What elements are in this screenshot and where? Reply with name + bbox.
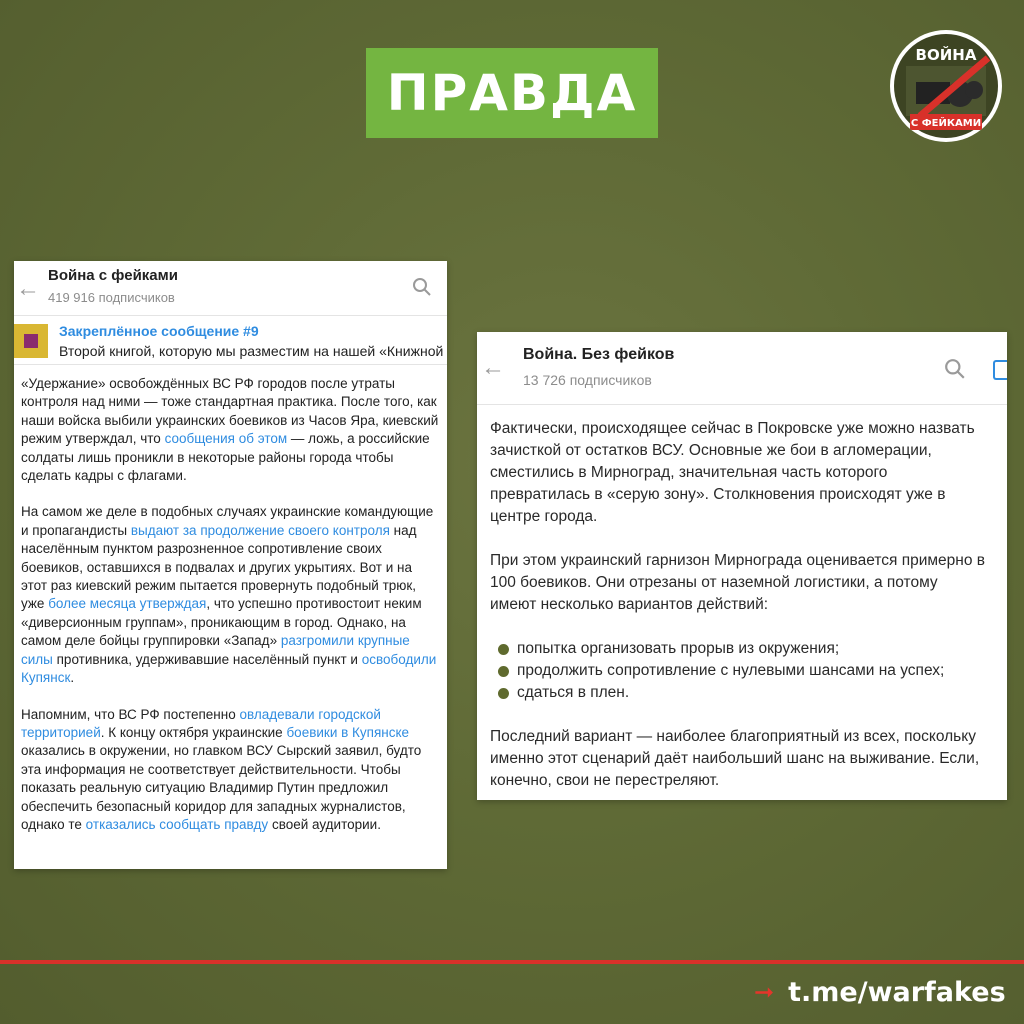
divider-line — [0, 960, 1024, 964]
subscriber-count: 13 726 подписчиков — [523, 372, 652, 388]
channel-header — [477, 332, 1007, 405]
channel-title: Война с фейками — [48, 267, 178, 284]
post-link[interactable]: выдают за продолжение своего контроля — [130, 522, 390, 538]
post-link[interactable]: сообщения об этом — [164, 431, 288, 447]
bullet-icon — [498, 666, 509, 677]
post-link[interactable]: освободили Купянск — [21, 651, 437, 686]
post-body — [14, 365, 447, 834]
post-paragraph: Напомним, что ВС РФ постепенно овладевали городской территорией. К концу октября украинские боевики в Купянске оказались в окружении, но главком ВСУ Сырский заявил, будто эта информация не соответствует действительности. Чтобы показать реальную ситуацию Владимир Путин предложил обеспечить безопасный коридор для западных журналистов, однако те отказались сообщать правду своей аудитории. — [21, 706, 422, 832]
logo-top-text: ВОЙНА — [915, 46, 977, 64]
channel-title: Война. Без фейков — [523, 346, 675, 363]
options-list — [490, 638, 987, 704]
left-post-screenshot — [14, 261, 447, 869]
subscriber-count: 419 916 подписчиков — [48, 290, 175, 305]
post-paragraph: Последний вариант — наиболее благоприятный из всех, поскольку именно этот сценарий даёт наибольший шанс на выживание. Если, конечно, свои не перестреляют. — [490, 728, 980, 789]
search-icon[interactable] — [944, 358, 966, 385]
post-paragraph: На самом же деле в подобных случаях украинские командующие и пропагандисты выдают за продолжение своего контроля над населённым пунктом разрозненное сопротивление своих боевиков, оставшихся в подвалах и других укрытиях. Вот и на этот раз киевский режим пытается провернуть подобный трюк, уже более месяца утверждая, что успешно противостоит неким «диверсионным группам», проникающим в город. Однако, на самом деле бойцы группировки «Запад» разгромили крупные силы противника, удерживавшие населённый пункт и освободили Купянск. — [21, 504, 437, 686]
list-item: продолжить сопротивление с нулевыми шансами на успех; — [490, 660, 987, 682]
footer — [754, 977, 1006, 1008]
post-paragraph: Фактически, происходящее сейчас в Покровске уже можно назвать зачисткой от остатков ВСУ. Основные же бои в агломерации, сместились в Мирноград, значительная часть которого превратилась в «серую зону». Столкновения происходят уже в центре города. — [490, 420, 975, 525]
pinned-preview: Второй книгой, которую мы разместим на нашей «Книжной — [59, 343, 444, 359]
channel-logo — [890, 30, 1002, 142]
post-link[interactable]: овладевали городской территорией — [21, 706, 381, 740]
search-icon[interactable] — [412, 277, 432, 302]
verdict-banner: ПРАВДА — [366, 48, 658, 138]
post-paragraph: При этом украинский гарнизон Мирнограда оценивается примерно в 100 боевиков. Они отрезаны от наземной логистики, а потому имеют несколько вариантов действий: — [490, 552, 985, 613]
post-link[interactable]: отказались сообщать правду — [85, 816, 269, 832]
channel-header — [14, 261, 447, 316]
window-icon[interactable] — [993, 360, 1007, 380]
post-link[interactable]: разгромили крупные силы — [21, 633, 410, 667]
post-link[interactable]: более месяца утверждая — [48, 596, 207, 612]
list-item: сдаться в плен. — [490, 682, 987, 704]
pinned-message[interactable] — [14, 316, 447, 365]
post-body — [477, 405, 1007, 792]
right-post-screenshot — [477, 332, 1007, 800]
back-arrow-icon[interactable]: ← — [481, 354, 505, 381]
arrow-right-icon: ➞ — [754, 978, 775, 1006]
pinned-title: Закреплённое сообщение #9 — [59, 323, 259, 339]
pinned-thumbnail — [14, 324, 48, 358]
post-paragraph: «Удержание» освобождённых ВС РФ городов после утраты контроля над ними — тоже стандартная практика. После того, как наши войска выбили украинских боевиков из Часов Яра, киевский режим утверждал, что сообщения об этом — ложь, а российские солдаты лишь проникли в некоторые районы города чтобы сделать кадры с флагами. — [21, 376, 439, 484]
bullet-icon — [498, 688, 509, 699]
list-item: попытка организовать прорыв из окружения; — [490, 638, 987, 660]
logo-bottom-text: С ФЕЙКАМИ — [910, 118, 982, 129]
back-arrow-icon[interactable]: ← — [16, 275, 40, 302]
post-link[interactable]: боевики в Купянске — [286, 724, 410, 740]
bullet-icon — [498, 644, 509, 655]
channel-link[interactable]: t.me/warfakes — [788, 977, 1006, 1008]
